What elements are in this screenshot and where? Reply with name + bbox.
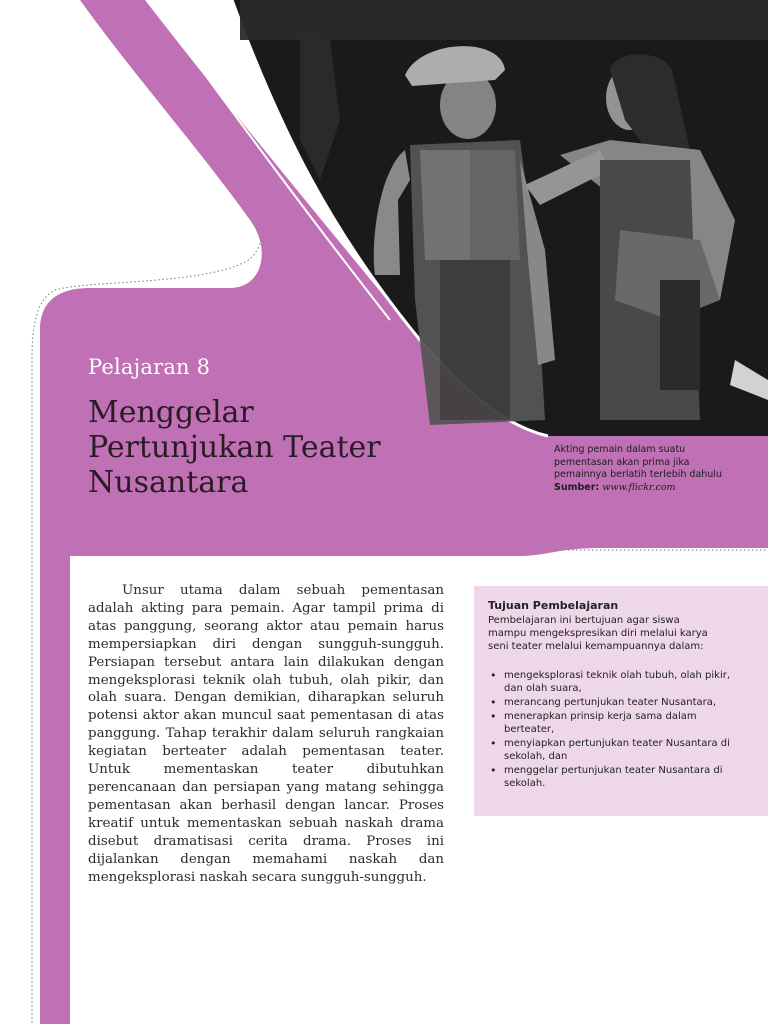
lesson-title-line-2: Pertunjukan Teater — [88, 430, 381, 465]
objective-item: • menyiapkan pertunjukan teater Nusantara di sekolah, dan — [488, 737, 738, 763]
lesson-title-line-1: Menggelar — [88, 395, 254, 430]
photo-caption — [554, 444, 744, 494]
lesson-title — [88, 395, 381, 500]
objective-item: • mengeksplorasi teknik olah tubuh, olah pikir, dan olah suara, — [488, 669, 738, 695]
photo-source-label: Sumber: — [554, 481, 600, 493]
objective-item: • menggelar pertunjukan teater Nusantara di sekolah. — [488, 764, 738, 790]
lesson-number: Pelajaran 8 — [88, 355, 211, 379]
objective-item: • merancang pertunjukan teater Nusantara, — [488, 696, 738, 709]
photo-source — [554, 482, 744, 495]
objectives-list — [488, 669, 738, 791]
body-paragraph: Unsur utama dalam sebuah pementasan adalah akting para pemain. Agar tampil prima di atas panggung, seorang aktor atau pemain harus mempersiapkan diri dengan sungguh-sungguh. Persiapan tersebut antara lain dilakukan dengan mengeksplorasi teknik olah tubuh, olah pikir, dan olah suara. Dengan demikian, diharapkan seluruh potensi aktor akan muncul saat pementasan di atas panggung. Tahap terakhir dalam seluruh rangkaian kegiatan berteater adalah pementasan teater. Untuk mementaskan teater dibutuhkan perencanaan dan persiapan yang matang sehingga pementasan akan berhasil dengan lancar. Proses kreatif untuk mementaskan sebuah naskah drama disebut dramatisasi cerita drama. Proses ini dijalankan dengan memahami naskah dan mengeksplorasi naskah secara sungguh-sungguh. — [88, 583, 444, 885]
learning-objectives-box — [474, 586, 768, 816]
objective-item: • menerapkan prinsip kerja sama dalam berteater, — [488, 710, 738, 736]
photo-source-url: www.flickr.com — [602, 481, 676, 493]
objectives-title: Tujuan Pembelajaran — [488, 599, 619, 612]
lesson-title-line-3: Nusantara — [88, 465, 249, 500]
objectives-intro: Pembelajaran ini bertujuan agar siswa mampu mengekspresikan diri melalui karya seni teater melalui kemampuannya dalam: — [488, 615, 708, 652]
photo-caption-text: Akting pemain dalam suatu pementasan akan prima jika pemainnya berlatih terlebih dahulu — [554, 444, 722, 480]
